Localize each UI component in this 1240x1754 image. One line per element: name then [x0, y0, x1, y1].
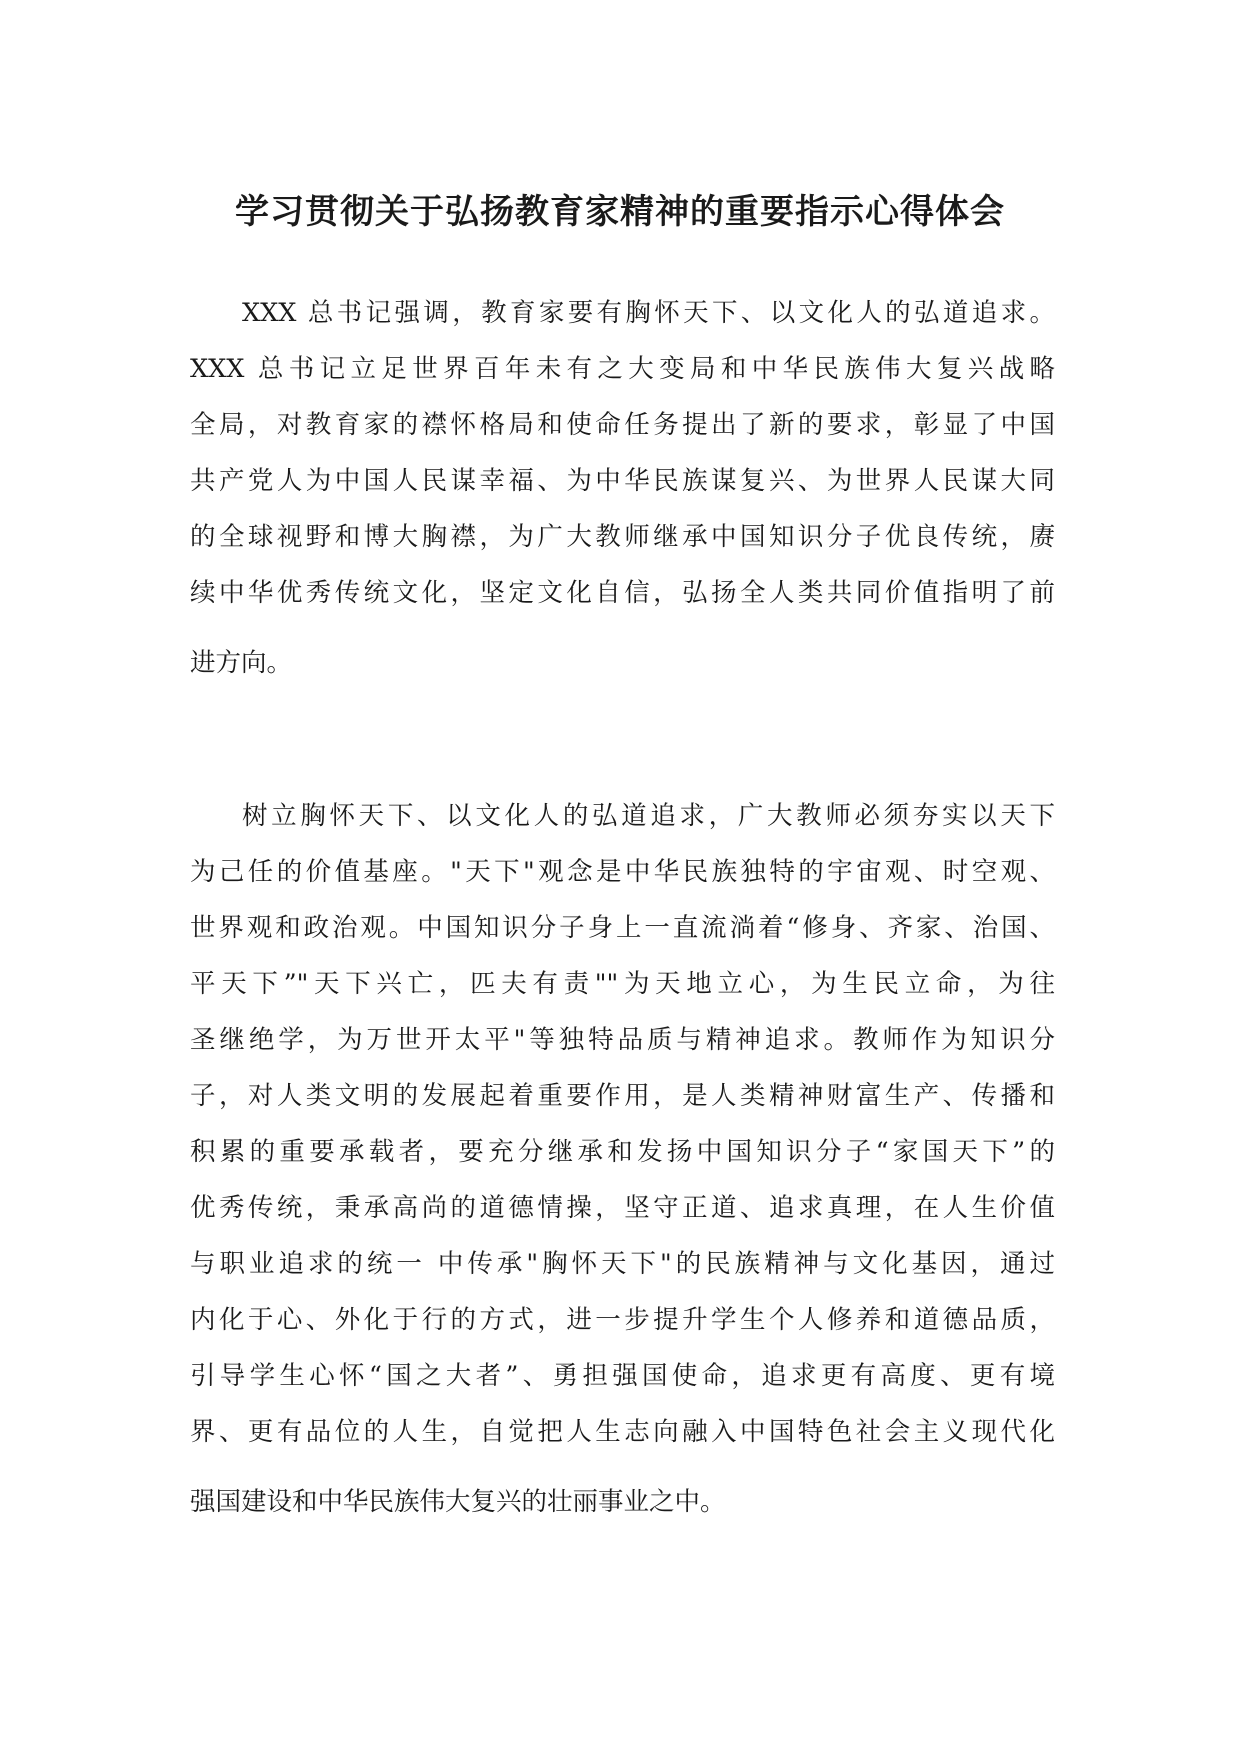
paragraph-line: 与职业追求的统一 中传承"胸怀天下"的民族精神与文化基因，通过: [190, 1249, 1055, 1279]
paragraph-line: 圣继绝学，为万世开太平"等独特品质与精神追求。教师作为知识分: [190, 1025, 1055, 1055]
paragraph-line: 子，对人类文明的发展起着重要作用，是人类精神财富生产、传播和: [190, 1081, 1055, 1111]
paragraph-line: 续中华优秀传统文化，坚定文化自信，弘扬全人类共同价值指明了前: [190, 578, 1055, 608]
paragraph-line: 平天下”"天下兴亡，匹夫有责""为天地立心，为生民立命，为往: [190, 969, 1055, 999]
paragraph-2: [190, 788, 1055, 1530]
paragraph-line: 引导学生心怀“国之大者”、勇担强国使命，追求更有高度、更有境: [190, 1361, 1055, 1391]
paragraph-1: [190, 285, 1055, 691]
paragraph-line: 优秀传统，秉承高尚的道德情操，坚守正道、追求真理，在人生价值: [190, 1193, 1055, 1223]
paragraph-line: 共产党人为中国人民谋幸福、为中华民族谋复兴、为世界人民谋大同: [190, 466, 1055, 496]
paragraph-line: 界、更有品位的人生，自觉把人生志向融入中国特色社会主义现代化: [190, 1417, 1055, 1447]
paragraph-line: 全局，对教育家的襟怀格局和使命任务提出了新的要求，彰显了中国: [190, 410, 1055, 440]
paragraph-line: 世界观和政治观。中国知识分子身上一直流淌着“修身、齐家、治国、: [190, 913, 1055, 943]
paragraph-line: XXX 总书记立足世界百年未有之大变局和中华民族伟大复兴战略: [190, 354, 1055, 384]
paragraph-line: 积累的重要承载者，要充分继承和发扬中国知识分子“家国天下”的: [190, 1137, 1055, 1167]
paragraph-line: 为己任的价值基座。"天下"观念是中华民族独特的宇宙观、时空观、: [190, 857, 1055, 887]
paragraph-line: 强国建设和中华民族伟大复兴的壮丽事业之中。: [190, 1487, 726, 1517]
paragraph-line: 进方向。: [190, 648, 293, 678]
paragraph-line: XXX 总书记强调，教育家要有胸怀天下、以文化人的弘道追求。: [242, 298, 1055, 328]
document-title: 学习贯彻关于弘扬教育家精神的重要指示心得体会: [235, 192, 1005, 232]
paragraph-line: 树立胸怀天下、以文化人的弘道追求，广大教师必须夯实以天下: [242, 801, 1055, 831]
paragraph-line: 的全球视野和博大胸襟，为广大教师继承中国知识分子优良传统，赓: [190, 522, 1055, 552]
paragraph-line: 内化于心、外化于行的方式，进一步提升学生个人修养和道德品质，: [190, 1305, 1055, 1335]
